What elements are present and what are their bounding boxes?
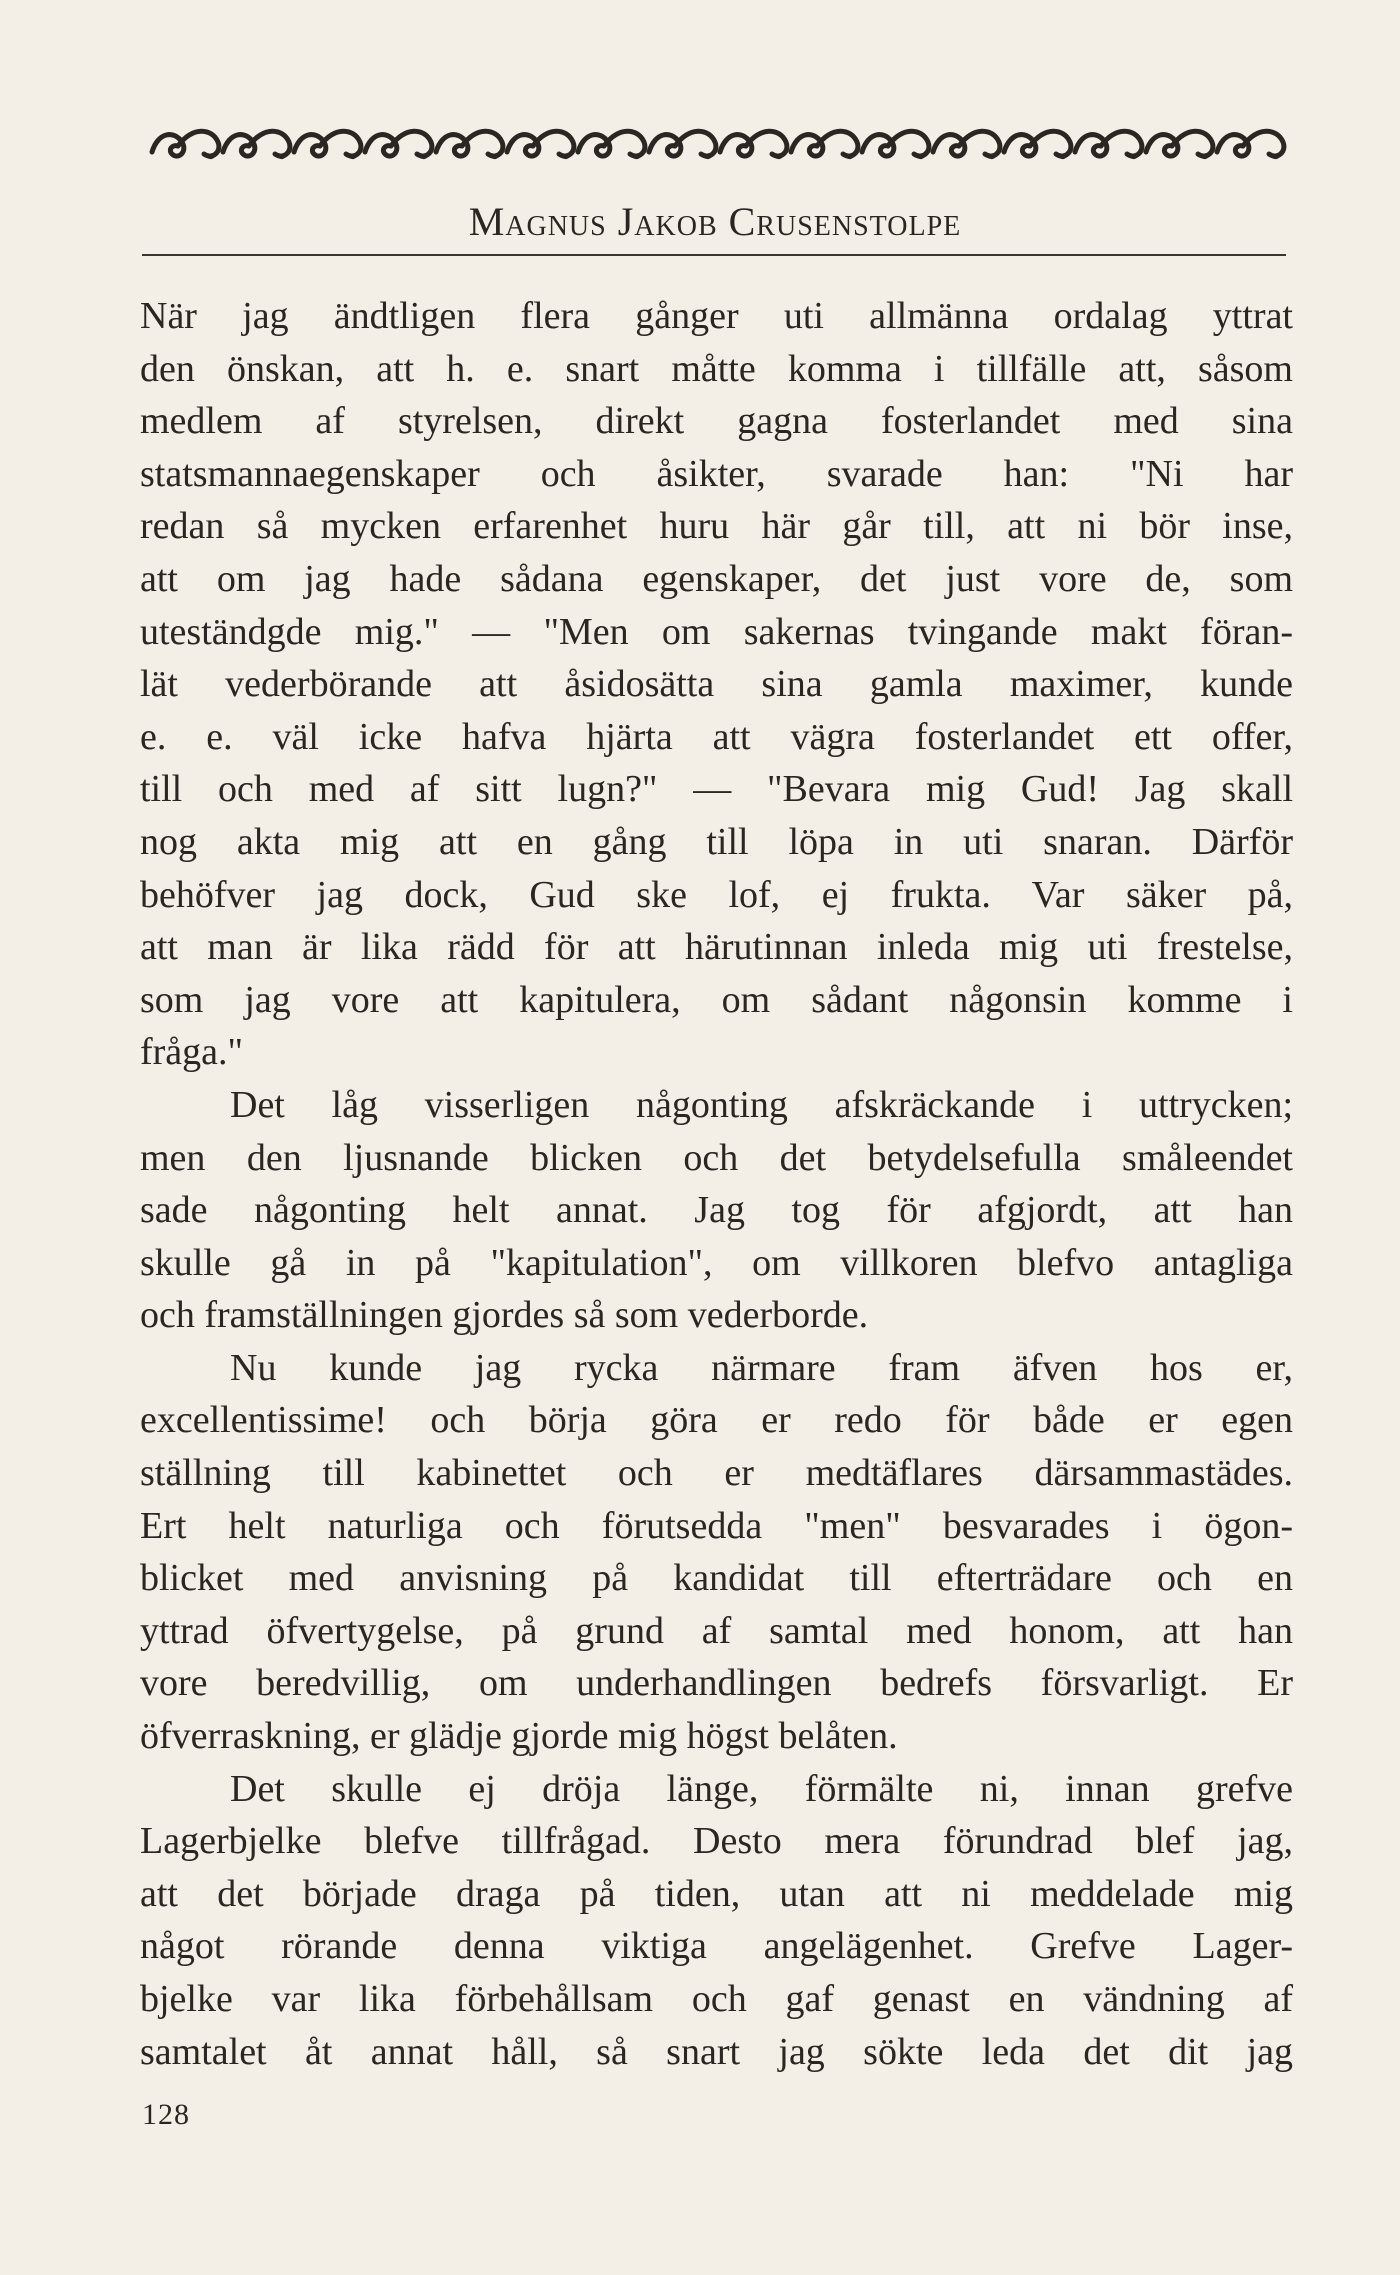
paragraph (140, 290, 1293, 1079)
text-line: ställning till kabinettet och er medtäflares därsammastädes. (140, 1452, 1293, 1495)
text-line: excellentissime! och börja göra er redo för både er egen (140, 1399, 1293, 1442)
body-text (140, 290, 1293, 2078)
running-head: Magnus Jakob Crusenstolpe (468, 199, 962, 244)
text-line: yttrad öfvertygelse, på grund af samtal med honom, att han (140, 1609, 1293, 1652)
text-line: När jag ändtligen flera gånger uti allmänna ordalag yttrat (140, 295, 1293, 337)
paragraph (140, 1763, 1293, 2079)
text-line: till och med af sitt lugn?" — "Bevara mig Gud! Jag skall (140, 768, 1293, 811)
paragraph (140, 1079, 1293, 1342)
header-rule (142, 254, 1286, 256)
text-line: vore beredvillig, om underhandlingen bedrefs försvarligt. Er (140, 1662, 1293, 1705)
text-line: fråga." (140, 1031, 244, 1074)
text-line: som jag vore att kapitulera, om sådant någonsin komme i (140, 978, 1293, 1021)
text-line: Nu kunde jag rycka närmare fram äfven hos er, (230, 1346, 1293, 1389)
text-line: att det började draga på tiden, utan att ni meddelade mig (140, 1872, 1293, 1915)
text-line: Det skulle ej dröja länge, förmälte ni, innan grefve (230, 1767, 1293, 1810)
text-line: sade någonting helt annat. Jag tog för afgjordt, att han (140, 1189, 1293, 1232)
paragraph (140, 1342, 1293, 1763)
wave-scroll-ornament-icon (148, 118, 1288, 170)
text-line: skulle gå in på "kapitulation", om villkoren blefvo antagliga (140, 1241, 1293, 1284)
text-line: e. e. väl icke hafva hjärta att vägra fosterlandet ett offer, (140, 715, 1293, 758)
text-line: nog akta mig att en gång till löpa in uti snaran. Därför (140, 820, 1293, 863)
text-line: lät vederbörande att åsidosätta sina gamla maximer, kunde (140, 663, 1293, 706)
text-line: medlem af styrelsen, direkt gagna fosterlandet med sina (140, 400, 1293, 443)
text-line: samtalet åt annat håll, så snart jag sökte leda det dit jag (140, 2030, 1293, 2073)
text-line: den önskan, att h. e. snart måtte komma i tillfälle att, såsom (140, 347, 1293, 390)
text-line: uteständgde mig." — "Men om sakernas tvingande makt föran- (140, 610, 1293, 653)
text-line: behöfver jag dock, Gud ske lof, ej frukta. Var säker på, (140, 873, 1293, 916)
page-number: 128 (142, 2098, 190, 2131)
text-line: något rörande denna viktiga angelägenhet. Grefve Lager- (140, 1925, 1293, 1968)
text-line: bjelke var lika förbehållsam och gaf genast en vändning af (140, 1978, 1293, 2020)
text-line: Lagerbjelke blefve tillfrågad. Desto mera förundrad blef jag, (140, 1820, 1293, 1863)
text-line: och framställningen gjordes så som vederborde. (140, 1294, 869, 1337)
text-line: att man är lika rädd för att härutinnan inleda mig uti frestelse, (140, 926, 1293, 969)
text-line: att om jag hade sådana egenskaper, det just vore de, som (140, 557, 1293, 600)
text-line: Ert helt naturliga och förutsedda "men" besvarades i ögon- (140, 1504, 1293, 1547)
text-line: men den ljusnande blicken och det betydelsefulla småleendet (140, 1136, 1293, 1179)
text-line: blicket med anvisning på kandidat till efterträdare och en (140, 1557, 1293, 1600)
text-line: Det låg visserligen någonting afskräckande i uttrycken; (230, 1083, 1293, 1126)
text-line: öfverraskning, er glädje gjorde mig högst belåten. (140, 1715, 898, 1758)
text-line: redan så mycken erfarenhet huru här går till, att ni bör inse, (140, 505, 1293, 548)
text-line: statsmannaegenskaper och åsikter, svarade han: "Ni har (140, 452, 1293, 495)
